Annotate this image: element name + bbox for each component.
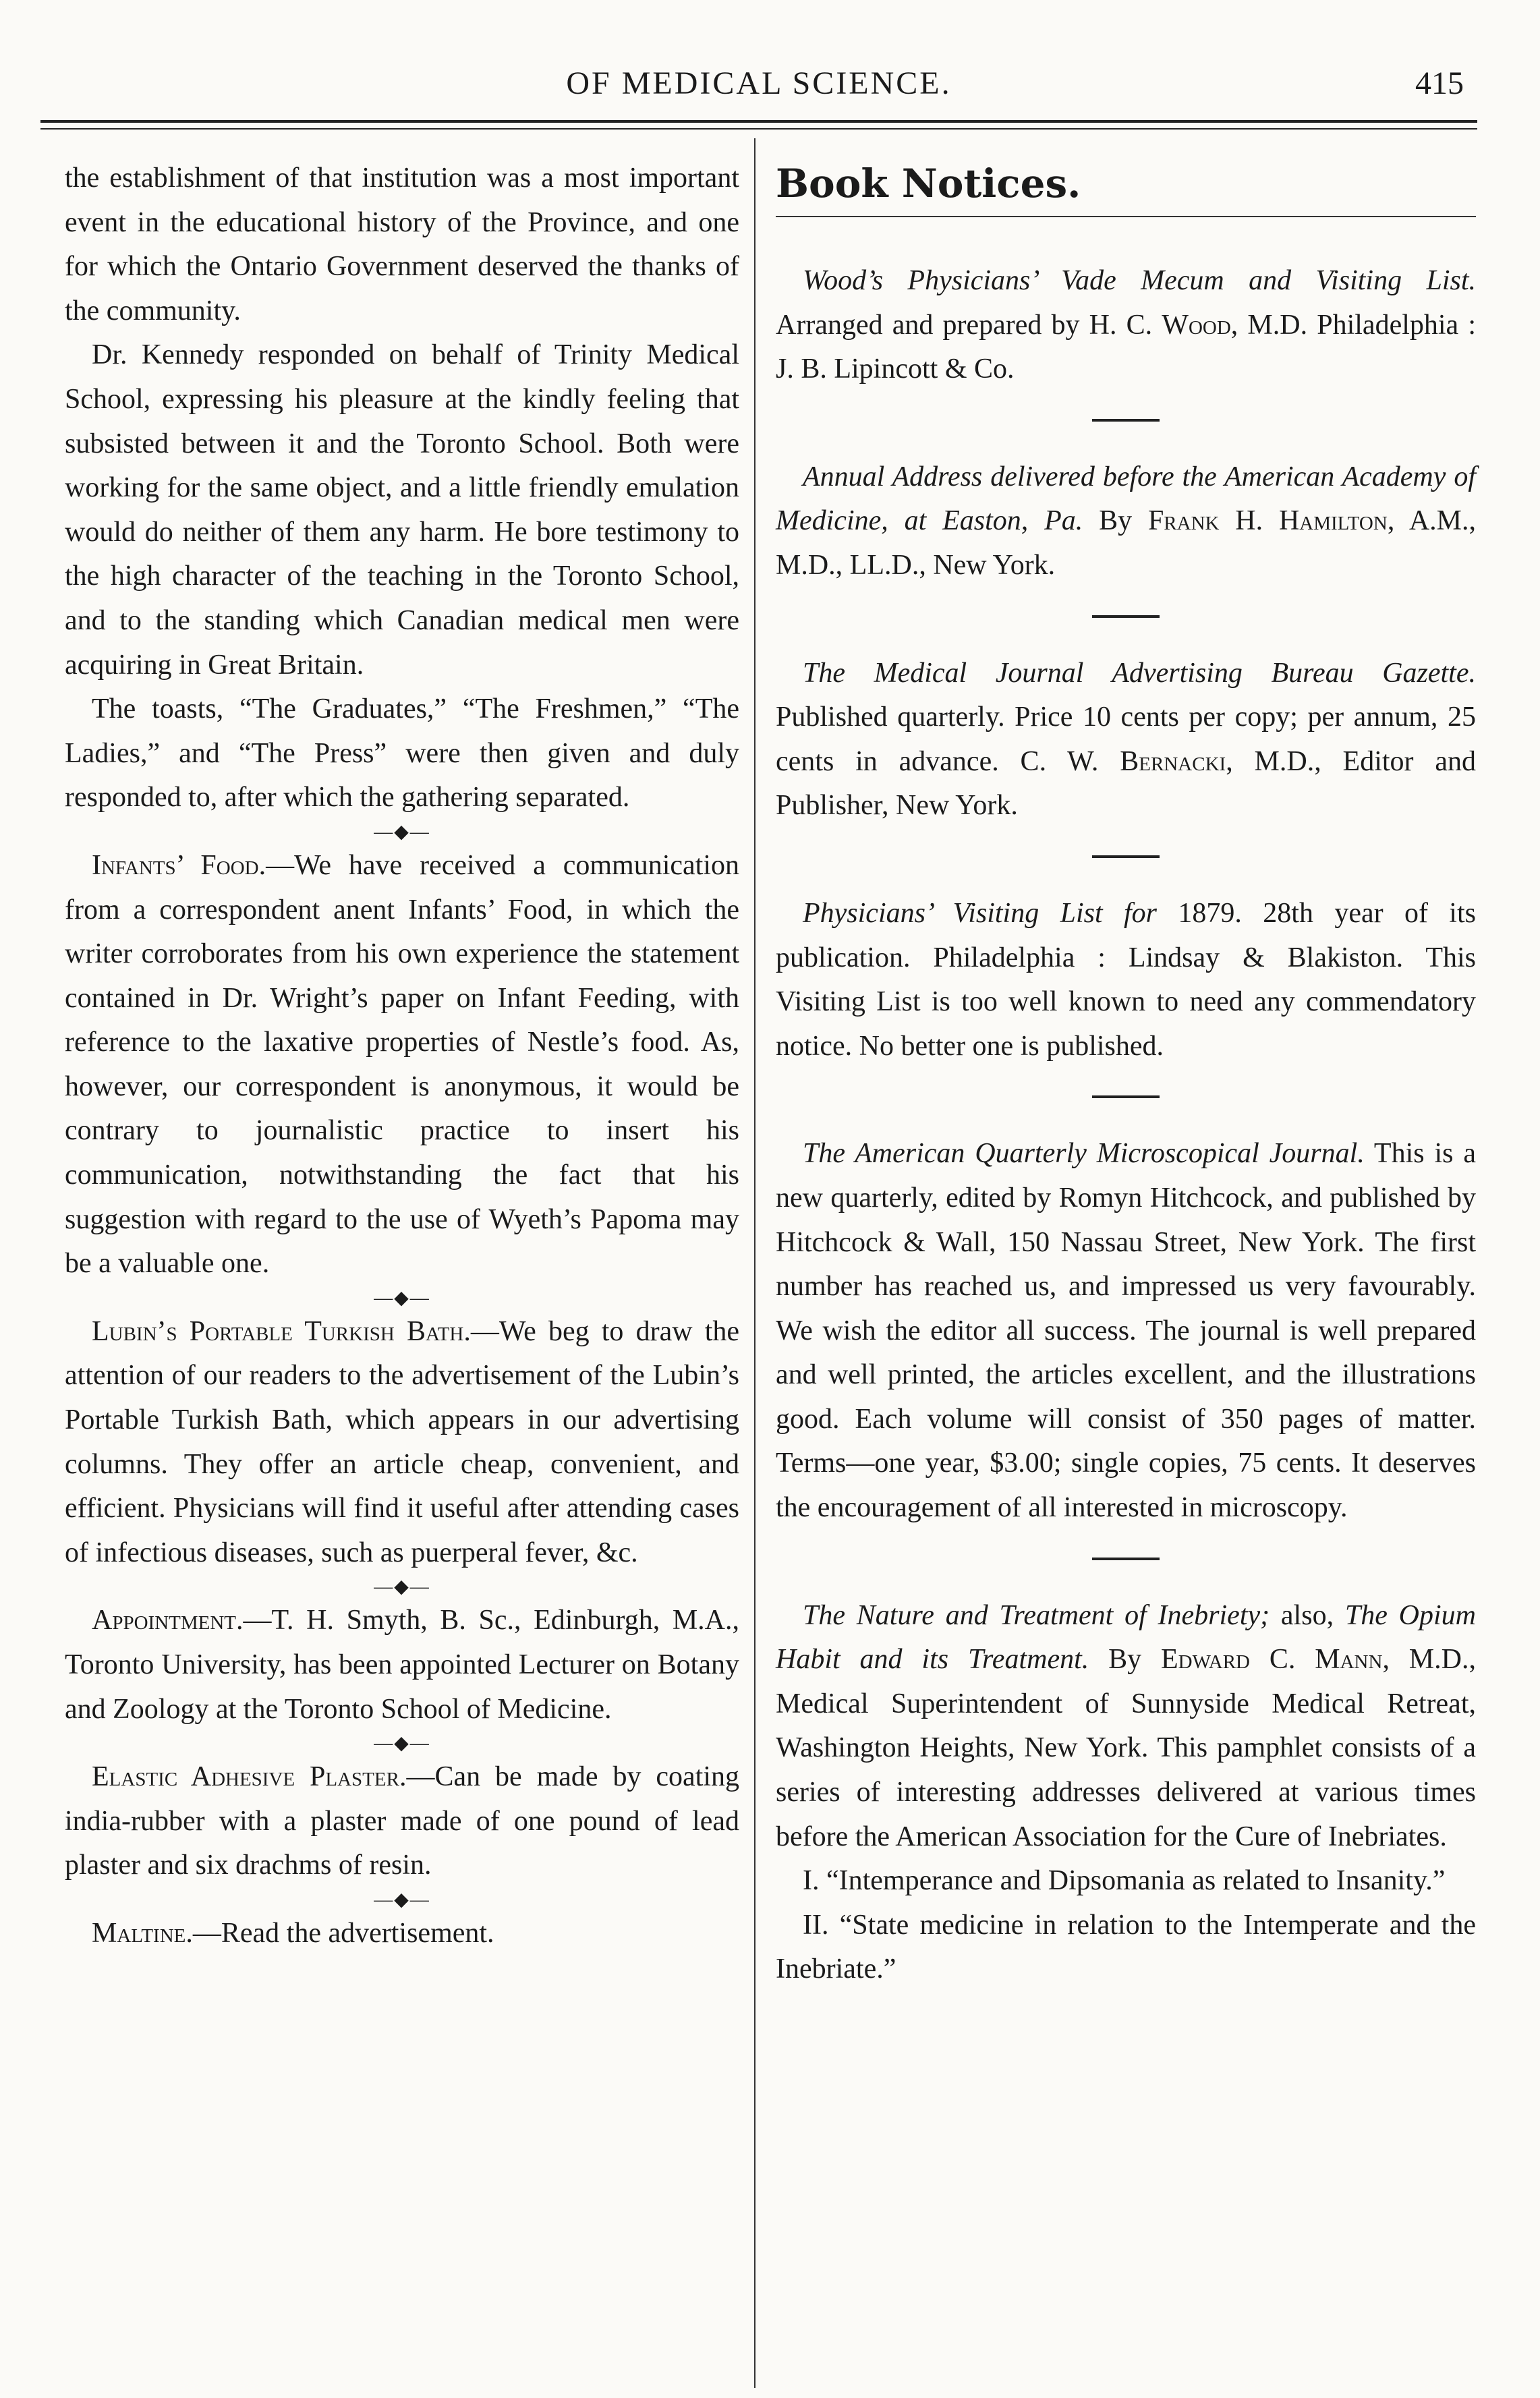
item-heading: Infants’ Food. <box>92 849 266 881</box>
author-name: Frank H. Hamilton <box>1147 505 1388 537</box>
item-text: —T. H. Smyth, B. Sc., Edinburgh, M.A., Toronto University, has been appointed Lecturer on Botany and Zoology at the Toronto School of Medicine. <box>65 1605 739 1725</box>
left-column <box>65 156 739 1956</box>
item-heading: Elastic Adhesive Plaster. <box>92 1761 407 1793</box>
address-list-item: II. “State medicine in relation to the Intemperate and the Inebriate.” <box>776 1909 1476 1985</box>
notice-annual-address: Annual Address delivered before the American Academy of Medicine, at Easton, Pa. By Frank H. Hamilton, A.M., M.D., LL.D., New York. <box>776 461 1477 581</box>
item-text: —Read the advertisement. <box>192 1917 494 1949</box>
notice-title: Wood’s Physicians’ Vade Mecum and Visiting List. <box>803 265 1476 296</box>
item-heading: Lubin’s Portable Turkish Bath. <box>92 1315 471 1347</box>
running-title: OF MEDICAL SCIENCE. <box>566 65 952 101</box>
notice-divider <box>1092 855 1160 858</box>
notice-divider <box>1092 615 1160 618</box>
notice-divider <box>1092 419 1160 422</box>
item-heading: Maltine. <box>92 1917 193 1949</box>
item-appointment <box>65 1599 739 1732</box>
item-maltine <box>65 1912 739 1956</box>
ornament-divider: —◆— <box>374 821 430 843</box>
ornament-divider: —◆— <box>374 1287 430 1309</box>
item-heading: Appointment. <box>92 1605 244 1636</box>
notice-divider <box>1092 1558 1160 1560</box>
ornament-divider: —◆— <box>374 1889 430 1910</box>
item-text: —Can be made by coating india-rubber with a plaster made of one pound of lead plaster and six drachms of resin. <box>65 1761 739 1881</box>
notice-divider <box>1092 1095 1160 1098</box>
notice-title: Physicians’ Visiting List for <box>803 897 1158 929</box>
paragraph-toasts: The toasts, “The Graduates,” “The Freshmen,” “The Ladies,” and “The Press” were then given and duly responded to, after which the gathering separated. <box>65 693 739 813</box>
notice-advertising-gazette: The Medical Journal Advertising Bureau Gazette. Published quarterly. Price 10 cents per copy; per annum, 25 cents in advance. C. W. Bernacki, M.D., Editor and Publisher, New York. <box>776 657 1477 822</box>
notice-title: Annual Address delivered before the American Academy of Medicine, at Easton, Pa. <box>776 461 1476 537</box>
notice-microscopical-journal: The American Quarterly Microscopical Journal. This is a new quarterly, edited by Romyn Hitchcock, and published by Hitchcock & Wall, 150 Nassau Street, New York. The first number has reached us, and impressed us very favourably. We wish the editor all success. The journal is well prepared and well printed, the articles excellent, and the illustrations good. Each volume will consist of 350 pages of matter. Terms—one year, $3.00; single copies, 75 cents. It deserves the encouragement of all interested in microscopy. <box>776 1138 1476 1524</box>
item-adhesive-plaster <box>65 1755 739 1888</box>
item-infants-food <box>65 844 739 1286</box>
ornament-divider: —◆— <box>374 1733 430 1754</box>
notice-title: The Medical Journal Advertising Bureau Gazette. <box>803 657 1476 689</box>
notice-title: The American Quarterly Microscopical Journal. <box>803 1138 1365 1170</box>
author-name: Wood <box>1162 309 1231 341</box>
paragraph-kennedy: Dr. Kennedy responded on behalf of Trinity Medical School, expressing his pleasure at the kindly feeling that subsisted between it and the Toronto School. Both were working for the same object, and a little friendly emulation would do neither of them any harm. He bore testimony to the high character of the teaching in the Toronto School, and to the standing which Canadian medical men were acquiring in Great Britain. <box>65 339 739 681</box>
notice-woods-vade-mecum: Wood’s Physicians’ Vade Mecum and Visiting List. Arranged and prepared by H. C. Wood, M.D. Philadelphia : J. B. Lipincott & Co. <box>776 265 1476 385</box>
author-name: Edward C. Mann <box>1161 1644 1383 1676</box>
notice-title: The Nature and Treatment of Inebriety; <box>803 1599 1270 1631</box>
address-list-item: I. “Intemperance and Dipsomania as related to Insanity.” <box>803 1865 1446 1897</box>
notice-title-secondary: The Opium Habit and its Treatment. <box>776 1599 1477 1676</box>
column-divider <box>754 138 755 2388</box>
ornament-divider: —◆— <box>374 1576 430 1598</box>
section-heading: Book Notices. <box>776 161 1081 206</box>
notice-inebriety: The Nature and Treatment of Inebriety; also, The Opium Habit and its Treatment. By Edward C. Mann, M.D., Medical Superintendent of Sunnyside Medical Retreat, Washington Heights, New York. This pamphlet consists of a series of interesting addresses delivered at various times before the American Association for the Cure of Inebriates. <box>776 1599 1477 1852</box>
page-number: 415 <box>1415 65 1464 101</box>
item-text: —We beg to draw the attention of our readers to the advertisement of the Lubin’s Portable Turkish Bath, which appears in our advertising columns. They offer an article cheap, convenient, and efficient. Physicians will find it useful after attending cases of infectious diseases, such as puerperal fever, &c. <box>65 1315 740 1568</box>
header-rule-thin <box>40 128 1477 130</box>
item-text: —We have received a communication from a correspondent anent Infants’ Food, in which the writer corroborates from his own experience the statement contained in Dr. Wright’s paper on Infant Feeding, with reference to the laxative properties of Nestle’s food. As, however, our correspondent is anonymous, it would be contrary to journalistic practice to insert his communication, notwithstanding the fact that his suggestion with regard to the use of Wyeth’s Papoma may be a valuable one. <box>65 849 739 1280</box>
paragraph-establishment: the establishment of that institution was a most important event in the educational history of the Province, and one for which the Ontario Government deserved the thanks of the community. <box>65 163 739 326</box>
running-header <box>40 65 1477 112</box>
author-name: Bernacki <box>1120 745 1226 777</box>
header-rule-thick <box>40 120 1477 123</box>
right-column <box>776 156 1476 1992</box>
item-turkish-bath <box>65 1310 739 1576</box>
section-heading-rule <box>776 216 1476 217</box>
notice-visiting-list: Physicians’ Visiting List for 1879. 28th year of its publication. Philadelphia : Lindsay & Blakiston. This Visiting List is too well known to need any commendatory notice. No better one is published. <box>776 897 1476 1062</box>
